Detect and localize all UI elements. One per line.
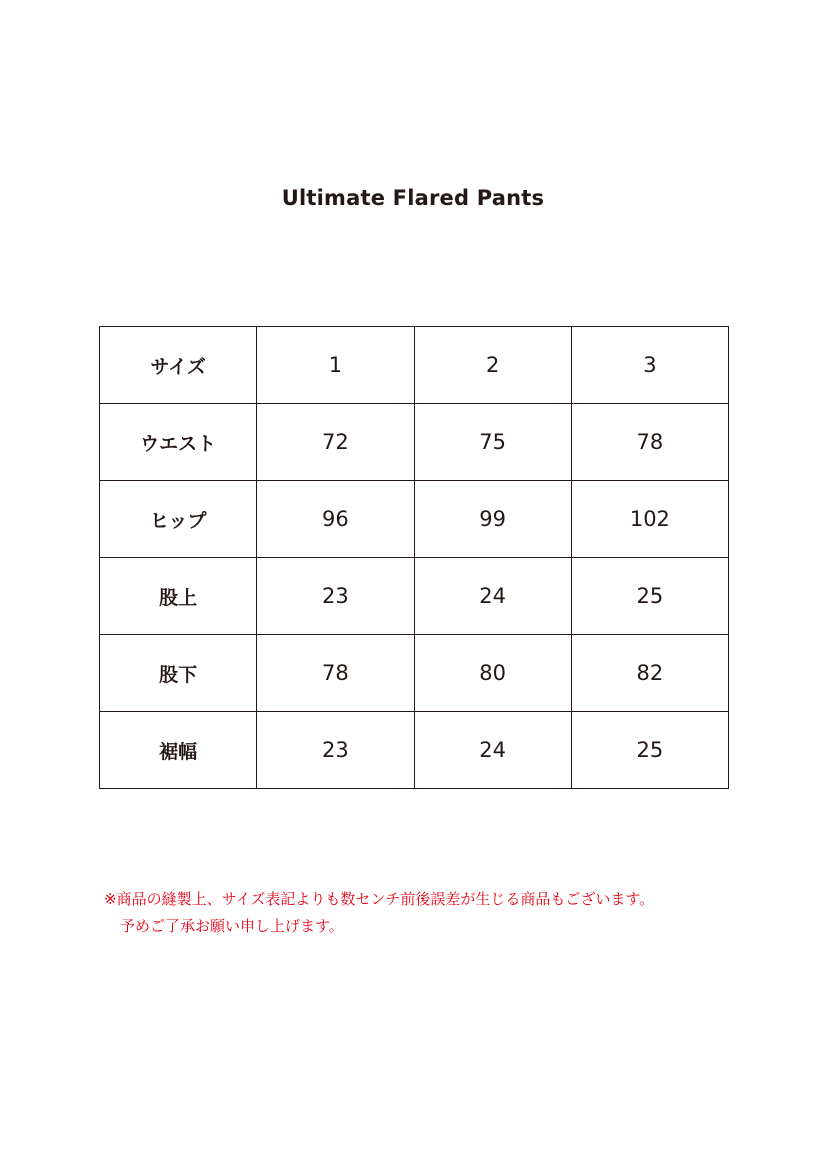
table-row	[100, 712, 729, 789]
notice-line-1: ※商品の縫製上、サイズ表記よりも数センチ前後誤差が生じる商品もございます。	[104, 890, 655, 908]
table-cell: 80	[414, 635, 571, 712]
row-label-rise: 股上	[100, 558, 257, 635]
row-label-waist: ウエスト	[100, 404, 257, 481]
table-cell: 96	[257, 481, 414, 558]
table-cell: 25	[571, 558, 728, 635]
table-cell: 78	[257, 635, 414, 712]
row-label-hem-width: 裾幅	[100, 712, 257, 789]
table-cell: 75	[414, 404, 571, 481]
size-header-label: サイズ	[100, 327, 257, 404]
table-header-row	[100, 327, 729, 404]
table-cell: 102	[571, 481, 728, 558]
row-label-inseam: 股下	[100, 635, 257, 712]
table-cell: 78	[571, 404, 728, 481]
size-header-cell: 2	[414, 327, 571, 404]
table-cell: 99	[414, 481, 571, 558]
size-table	[99, 326, 729, 789]
size-notice	[104, 886, 784, 940]
row-label-hip: ヒップ	[100, 481, 257, 558]
page-title: Ultimate Flared Pants	[281, 186, 545, 210]
table-cell: 25	[571, 712, 728, 789]
table-cell: 23	[257, 558, 414, 635]
table-cell: 82	[571, 635, 728, 712]
table-row	[100, 404, 729, 481]
table-row	[100, 481, 729, 558]
table-cell: 24	[414, 712, 571, 789]
size-header-cell: 3	[571, 327, 728, 404]
table-row	[100, 558, 729, 635]
table-row	[100, 635, 729, 712]
size-header-cell: 1	[257, 327, 414, 404]
table-cell: 24	[414, 558, 571, 635]
notice-line-2: 予めご了承お願い申し上げます。	[120, 917, 344, 935]
table-cell: 23	[257, 712, 414, 789]
table-cell: 72	[257, 404, 414, 481]
